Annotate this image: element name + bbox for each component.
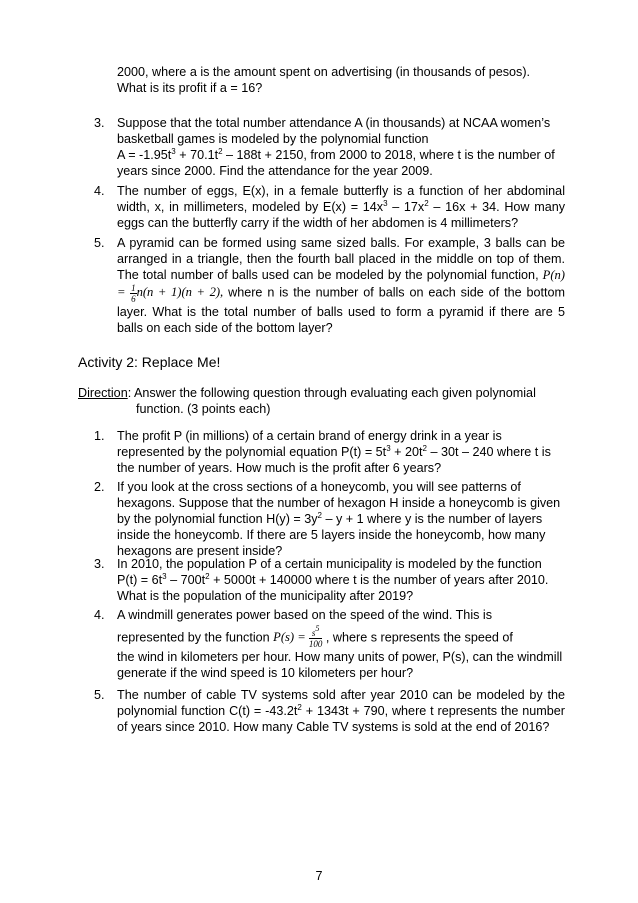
item-number: 4. [94, 184, 105, 198]
item-text: In 2010, the population P of a certain municipality is modeled by the function $P(t) = 6t^3 - 700t^2 + 5000t + 140000$ where t is the number of years after 2010. What is the population of the municipality after 2019? [117, 557, 549, 603]
item-text: A pyramid can be formed using same sized balls. For example, 3 balls can be arranged in a triangle, then the fourth ball placed in the middle on top of them. The total number of balls used can be modeled by the polynomial function, P(n) = $\frac{1}{6}$ n(n + 1)(n + 2), where n is the number of balls on each side of the bottom layer. What is the total number of balls used to form a pyramid if there are 5 balls on each side of the bottom layer? [117, 236, 566, 335]
item-equation-line: $A = -1.95t^3 + 70.1t^2 - 188t + 2150$, from 2000 to 2018, where t is the number of [117, 147, 555, 162]
item-number: 4. [94, 608, 105, 622]
item-number: 2. [94, 480, 105, 494]
fraction: $\frac{s^5}{100}$ [308, 624, 323, 649]
item-line: basketball games is modeled by the polynomial function [117, 132, 429, 146]
activity2-item-4 [94, 607, 565, 681]
direction-label: Direction [78, 386, 128, 400]
item-number: 1. [94, 429, 105, 443]
page-number: 7 [315, 869, 323, 883]
item-number: 5. [94, 688, 105, 702]
formula: P(s) = $\frac{s^5}{100}$ [273, 624, 323, 649]
item-number: 3. [94, 116, 105, 130]
direction-text-cont: function. (3 points each) [136, 402, 271, 416]
item-line: Suppose that the total number attendance A (in thousands) at NCAA women’s [117, 116, 551, 130]
activity2-item-2 [94, 479, 565, 559]
problem-item-5 [94, 235, 565, 336]
direction-block [78, 385, 568, 417]
continuation-text [117, 64, 557, 96]
item-text: The number of eggs, E(x), in a female butterfly is a function of her abdominal width, x, in millimeters, modeled by $E(x) = 14x^3 - 17x^2 - 16x + 34$. How many eggs can the butterfly carry if the width of her abdomen is 4 millimeters? [117, 184, 566, 230]
item-text [117, 607, 565, 681]
direction-text: : Answer the following question through evaluating each given polynomial [127, 386, 536, 400]
continuation-line-2: What is its profit if a = 16? [117, 81, 263, 95]
fraction: $\frac{1}{6}$ [131, 283, 136, 304]
activity-title: Activity 2: Replace Me! [78, 354, 221, 370]
item-formula-line: represented by the function P(s) = $\frac{s^5}{100}$ , where s represents the speed of [117, 624, 513, 649]
continuation-line-1: 2000, where a is the amount spent on advertising (in thousands of pesos). [117, 65, 531, 79]
item-text: If you look at the cross sections of a honeycomb, you will see patterns of hexagons. Suppose that the number of hexagon H inside a honeycomb is given by the polynomial function $H(y) = 3y^2 - y + 1$ where y is the number of layers inside the honeycomb. If there are 5 layers inside the honeycomb, how many hexagons are present inside? [117, 480, 561, 558]
activity2-item-5 [94, 687, 565, 735]
formula: P(n) = $\frac{1}{6}$ n(n + 1)(n + 2), [117, 268, 566, 304]
item-line: the wind in kilometers per hour. How many units of power, P(s), can the windmill generate if the wind speed is 10 kilometers per hour? [117, 650, 563, 680]
activity2-item-3 [94, 556, 565, 604]
item-text [117, 115, 557, 179]
item-line: years since 2000. Find the attendance for the year 2009. [117, 164, 433, 178]
problem-item-3 [94, 115, 557, 179]
item-text: The number of cable TV systems sold after year 2010 can be modeled by the polynomial function $C(t) = -43.2t^2 + 1343t + 790$, where t represents the number of years since 2010. How many Cable TV systems is sold at the end of 2016? [117, 688, 565, 734]
item-line: A windmill generates power based on the speed of the wind. This is [117, 608, 493, 622]
item-number: 3. [94, 557, 105, 571]
item-text: The profit P (in millions) of a certain brand of energy drink in a year is represented by the polynomial equation $P(t) = 5t^3 + 20t^2 - 30t - 240$ where t is the number of years. How much is the profit after 6 years? [117, 429, 551, 475]
activity2-item-1 [94, 428, 565, 476]
problem-item-4 [94, 183, 565, 231]
item-number: 5. [94, 236, 105, 250]
